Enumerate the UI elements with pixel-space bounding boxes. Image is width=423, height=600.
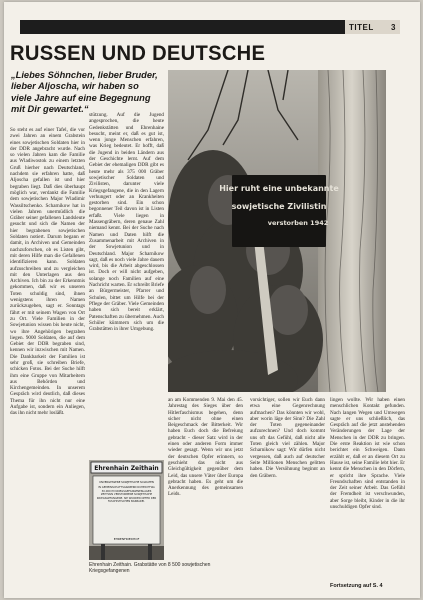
memorial-footer: EHRENFRIEDHOF	[113, 537, 140, 541]
memorial-subtitle: UNVERGESSENE SOWJETISCHE SOLDATEN	[99, 481, 154, 484]
grave-sign-line-1: Hier ruht eine unbekannte	[219, 184, 339, 193]
article-column-3: an am Kommenden 9. Mai den 45. Jahrestag des Sieges über den Hitlerfaschismus begehen, denn sicher nicht ohne einen Beigeschmack der Bitterkeit. Wir haben Euch doch die Befreiung gebracht - dieser Satz wird in der einen oder anderen Form immer wieder gesagt. Wenn wir uns jetzt der deutschen Opfer erinnern, so geschieht das nicht aus Gleichgültigkeit gegenüber dem Leid, das unsere Väter über Europa gebracht haben. Es geht um die Anerkennung des gemeinsamen Leids.	[168, 397, 243, 498]
photo-caption: Ehrenhain Zeithain. Grabstätte von 8 500 sowjetischen Kriegsgefangenen	[89, 562, 211, 574]
article-column-1: So steht es auf einer Tafel, die vor zwei Jahren an einem Grabstein eines sowjetischen Soldaten hier in der DDR angebracht wurde. Nach so vielen Jahren kam die Familie aus Wladiwostok zu einem letzten Gruß hierher nach Deutschland, nachdem sie erfahren hatte, daß Aljoscha gefallen ist und hier begraben liegt. Daß dies überhaupt möglich war, verdankt die Familie dem sowjetischen Major Wladimir Wassiltschenko. Scharnikow hat in vielen Jahren unermüdlich die Gräber seiner gefallenen Landsleute gesucht und sich die Namen der hier begrabenen sowjetischen Soldaten notiert. Darum begann er damit, in Archiven und Gemeinden nachzuforschen, ob es Listen gibt, mit deren Hilfe man die Gefallenen identifizieren kann. Soldaten aufzuschreiben und zu vergleichen mit den Unterlagen aus den Archiven. Ich bin zu der Erkenntnis gekommen, daß wir es unseren Toten schuldig sind, ihnen wenigstens ihren Namen zurückzugeben, sagt er. Sonntags fährt er mit seinem Wagen von Ort zu Ort. Viele Familien in der Sowjetunion wissen bis heute nicht, wo ihre Angehörigen begraben liegen. 9000 Soldaten, die auf dem Gebiet der DDR begraben sind, kennen wir inzwischen mit Namen. Die Dankbarkeit der Familien ist sehr groß, sie schreiben Briefe, schicken Fotos. Bei der Suche hilft ihm eine Gruppe von Mitarbeitern aus Behörden und Kirchengemeinden. In unserem Gespräch wird deutlich, daß dieses Thema für ihn nicht nur eine Aufgabe ist, sondern ein Anliegen, das ihn nicht mehr losläßt.	[10, 127, 85, 417]
article-column-2: stützung. Auf die Jugend angesprochen, die heute Gedenkstätten und Ehrenhaine besucht, meint er, daß es gut ist, wenn junge Menschen erfahren, was Krieg bedeutet. Er hofft, daß die Jugend in beiden Ländern aus der Geschichte lernt. Auf dem Gebiet der ehemaligen DDR gibt es heute mehr als 375 000 Gräber sowjetischer Soldaten und Zivilisten, darunter viele Kriegsgefangene, die in den Lagern verhungert oder an Krankheiten gestorben sind. Ein schon begonnener Teil davon ist in Listen erfaßt. Viele liegen in Massengräbern, deren genaue Zahl niemand kennt. Bei der Suche nach Namen und Daten hilft die Zusammenarbeit mit Archiven in der Sowjetunion und in Deutschland. Major Scharnikow sagt, daß es noch viele Jahre dauern wird, bis die Arbeit abgeschlossen ist. Doch er will nicht aufgeben, solange noch Familien auf eine Nachricht warten. Er schreibt Briefe an Bürgermeister, Pfarrer und Schulen, bittet um Hilfe bei der Pflege der Gräber. Viele Gemeinden haben sich bereit erklärt, Patenschaften zu übernehmen. Auch Schüler kümmern sich um die Grabstätten in ihrer Umgebung.	[89, 112, 164, 333]
section-name: TITEL	[349, 23, 374, 32]
lead-quote: „Liebes Söhnchen, lieber Bruder, lieber Aljoscha, wir haben so viele Jahre auf eine Begegnung mit Dir gewartet.“	[11, 70, 158, 114]
main-photo	[168, 70, 386, 392]
header-bar	[20, 20, 386, 34]
grave-sign-line-2: sowjetische Zivilistin	[231, 202, 327, 211]
memorial-photo	[89, 460, 164, 560]
article-column-5: lingen wollte. Wir haben einen menschlichen Kontakt gefunden. Nach langen Wegen und Umwegen sagte er uns schließlich, das Gespräch auf die jetzt anstehenden Veränderungen der Lage der Menschen in der DDR zu bringen. Die erste Reaktion ist wie schon berichtet ein Schweigen. Dann erzählt er, daß er an diesem Ort zu Hause ist, seine Familie lebt hier. Er kennt die Menschen in den Dörfern, er spricht ihre Sprache. Viele Freundschaften sind entstanden in der Zeit seiner Arbeit. Das Gefühl der Fremdheit ist verschwunden, aber Sorge bleibt, Kinder in die ihr unschuldigen Opfer sind.	[330, 397, 405, 511]
memorial-text: IN GEMEINSCHAFTSGRABERN RUHEN ETWA 30.000 IM KRIEGSGEFANGENENLAGER ZEITHAIN VERSTORBENE SOWJETISCHE KRIEGSGEFANGENE. SIE WURDEN OPFER DER FASCHISTISCHEN BARBAREI.	[96, 486, 157, 504]
article-column-4: vorsichtiger, sollen wir Euch dann etwa eine Gegenrechnung aufmachen? Das könnten wir wohl, aber worin läge der Sinn? Die Zahl der Toten gegeneinander aufzurechnen? Und doch kommt uns oft das Gefühl, daß nicht alle Toten gleich viel zählen. Major Scharnikow sagt: Wir dürfen nicht vergessen, daß auch auf deutscher Seite Millionen Menschen gelitten haben. Die Versöhnung beginnt an den Gräbern.	[250, 397, 325, 479]
section-label	[345, 20, 400, 34]
page-headline: RUSSEN UND DEUTSCHE	[10, 42, 266, 65]
memorial-title: Ehrenhain Zeithain	[94, 465, 159, 472]
page-number: 3	[391, 23, 396, 32]
grave-sign-line-3: verstorben 1942	[267, 219, 329, 227]
continuation-note: Fortsetzung auf S. 4	[330, 583, 383, 589]
